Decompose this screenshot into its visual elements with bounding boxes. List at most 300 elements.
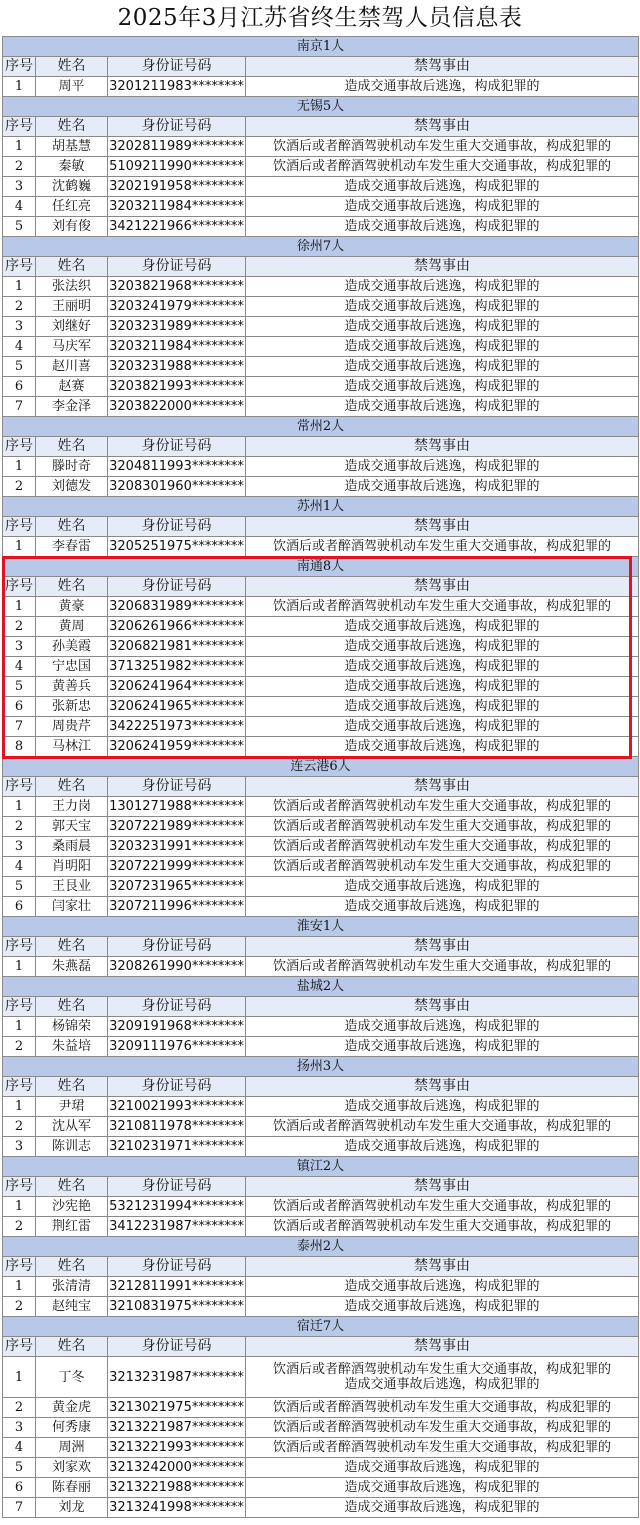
ban-reason xyxy=(246,597,639,617)
row-index: 5 xyxy=(3,677,36,697)
table-row xyxy=(3,737,639,757)
row-index: 1 xyxy=(3,797,36,817)
col-header-index: 序号 xyxy=(3,937,36,957)
id-number: 3422251973******** xyxy=(108,717,246,737)
col-header-id: 身份证号码 xyxy=(108,117,246,137)
id-number: 1301271988******** xyxy=(108,797,246,817)
person-name: 闫家壮 xyxy=(36,897,108,917)
ban-reason-line: 饮酒后或者醉酒驾驶机动车发生重大交通事故，构成犯罪的 xyxy=(273,539,612,554)
ban-reason-line: 造成交通事故后逃逸，构成犯罪的 xyxy=(344,699,540,714)
city-name: 连云港6人 xyxy=(3,757,639,777)
table-row xyxy=(3,897,639,917)
row-index: 4 xyxy=(3,337,36,357)
ban-reason xyxy=(246,1277,639,1297)
table-row xyxy=(3,1498,639,1518)
column-header-row xyxy=(3,577,639,597)
col-header-name: 姓名 xyxy=(36,517,108,537)
ban-reason xyxy=(246,877,639,897)
ban-reason-line: 饮酒后或者醉酒驾驶机动车发生重大交通事故，构成犯罪的 xyxy=(273,1420,612,1435)
ban-reason-line: 造成交通事故后逃逸，构成犯罪的 xyxy=(344,1299,540,1314)
id-number: 3207221989******** xyxy=(108,817,246,837)
ban-reason-line: 饮酒后或者醉酒驾驶机动车发生重大交通事故，构成犯罪的 xyxy=(273,1362,612,1377)
id-number: 3210811978******** xyxy=(108,1117,246,1137)
ban-reason xyxy=(246,537,639,557)
id-number: 3206241965******** xyxy=(108,697,246,717)
id-number: 3203231989******** xyxy=(108,317,246,337)
ban-reason xyxy=(246,857,639,877)
ban-reason xyxy=(246,1398,639,1418)
ban-reason xyxy=(246,697,639,717)
ban-reason xyxy=(246,1438,639,1458)
ban-reason-line: 饮酒后或者醉酒驾驶机动车发生重大交通事故，构成犯罪的 xyxy=(273,819,612,834)
person-name: 宁忠国 xyxy=(36,657,108,677)
col-header-index: 序号 xyxy=(3,1337,36,1357)
person-name: 杨锦荣 xyxy=(36,1017,108,1037)
col-header-index: 序号 xyxy=(3,437,36,457)
city-section-header xyxy=(3,417,639,437)
city-name: 无锡5人 xyxy=(3,97,639,117)
person-name: 丁冬 xyxy=(36,1357,108,1398)
row-index: 6 xyxy=(3,697,36,717)
table-row xyxy=(3,277,639,297)
row-index: 5 xyxy=(3,877,36,897)
ban-reason-line: 造成交通事故后逃逸，构成犯罪的 xyxy=(344,1460,540,1475)
person-name: 沈鹤巍 xyxy=(36,177,108,197)
person-name: 马林江 xyxy=(36,737,108,757)
ban-reason-line: 饮酒后或者醉酒驾驶机动车发生重大交通事故，构成犯罪的 xyxy=(273,139,612,154)
ban-reason-line: 饮酒后或者醉酒驾驶机动车发生重大交通事故，构成犯罪的 xyxy=(273,799,612,814)
row-index: 2 xyxy=(3,1037,36,1057)
col-header-id: 身份证号码 xyxy=(108,1337,246,1357)
city-name: 南京1人 xyxy=(3,37,639,57)
id-number: 5109211990******** xyxy=(108,157,246,177)
row-index: 1 xyxy=(3,1017,36,1037)
person-name: 张新忠 xyxy=(36,697,108,717)
table-row xyxy=(3,1458,639,1478)
id-number: 3713251982******** xyxy=(108,657,246,677)
table-row xyxy=(3,1037,639,1057)
col-header-id: 身份证号码 xyxy=(108,257,246,277)
row-index: 4 xyxy=(3,857,36,877)
table-row xyxy=(3,217,639,237)
ban-reason-line: 造成交通事故后逃逸，构成犯罪的 xyxy=(344,639,540,654)
city-name: 淮安1人 xyxy=(3,917,639,937)
row-index: 5 xyxy=(3,217,36,237)
ban-reason xyxy=(246,957,639,977)
col-header-index: 序号 xyxy=(3,777,36,797)
table-row xyxy=(3,957,639,977)
person-name: 周平 xyxy=(36,77,108,97)
city-section-header xyxy=(3,497,639,517)
city-section-header xyxy=(3,757,639,777)
ban-reason xyxy=(246,737,639,757)
id-number: 3210021993******** xyxy=(108,1097,246,1117)
row-index: 2 xyxy=(3,617,36,637)
document-title: 2025年3月江苏省终生禁驾人员信息表 xyxy=(117,5,523,31)
ban-reason-line: 造成交通事故后逃逸，构成犯罪的 xyxy=(344,1139,540,1154)
table-row xyxy=(3,537,639,557)
ban-reason xyxy=(246,1117,639,1137)
city-name: 常州2人 xyxy=(3,417,639,437)
ban-reason xyxy=(246,377,639,397)
table-row xyxy=(3,1297,639,1317)
city-section-header xyxy=(3,557,639,577)
table-row xyxy=(3,477,639,497)
city-section-header xyxy=(3,1057,639,1077)
row-index: 8 xyxy=(3,737,36,757)
person-name: 尹珺 xyxy=(36,1097,108,1117)
ban-reason-line: 造成交通事故后逃逸，构成犯罪的 xyxy=(344,459,540,474)
ban-reason xyxy=(246,1478,639,1498)
id-number: 3412231987******** xyxy=(108,1217,246,1237)
person-name: 何秀康 xyxy=(36,1418,108,1438)
id-number: 3213231987******** xyxy=(108,1357,246,1398)
ban-reason xyxy=(246,397,639,417)
table-row xyxy=(3,717,639,737)
table-row xyxy=(3,177,639,197)
person-name: 任红亮 xyxy=(36,197,108,217)
row-index: 4 xyxy=(3,657,36,677)
id-number: 3210831975******** xyxy=(108,1297,246,1317)
row-index: 7 xyxy=(3,717,36,737)
ban-reason xyxy=(246,1097,639,1117)
person-name: 沙宪艳 xyxy=(36,1197,108,1217)
ban-reason-line: 饮酒后或者醉酒驾驶机动车发生重大交通事故，构成犯罪的 xyxy=(273,839,612,854)
row-index: 1 xyxy=(3,137,36,157)
id-number: 5321231994******** xyxy=(108,1197,246,1217)
ban-reason-line: 造成交通事故后逃逸，构成犯罪的 xyxy=(344,379,540,394)
col-header-id: 身份证号码 xyxy=(108,517,246,537)
ban-reason-line: 饮酒后或者醉酒驾驶机动车发生重大交通事故，构成犯罪的 xyxy=(273,859,612,874)
person-name: 周洲 xyxy=(36,1438,108,1458)
row-index: 2 xyxy=(3,477,36,497)
table-row xyxy=(3,637,639,657)
id-number: 3213221987******** xyxy=(108,1418,246,1438)
ban-reason xyxy=(246,897,639,917)
ban-reason xyxy=(246,1017,639,1037)
table-row xyxy=(3,1137,639,1157)
ban-reason-line: 造成交通事故后逃逸，构成犯罪的 xyxy=(344,359,540,374)
ban-reason-line: 造成交通事故后逃逸，构成犯罪的 xyxy=(344,219,540,234)
city-name: 泰州2人 xyxy=(3,1237,639,1257)
ban-reason-line: 造成交通事故后逃逸，构成犯罪的 xyxy=(344,1279,540,1294)
id-number: 3206821981******** xyxy=(108,637,246,657)
row-index: 2 xyxy=(3,157,36,177)
person-name: 李金泽 xyxy=(36,397,108,417)
ban-reason-line: 造成交通事故后逃逸，构成犯罪的 xyxy=(344,319,540,334)
table-row xyxy=(3,1398,639,1418)
id-number: 3209111976******** xyxy=(108,1037,246,1057)
ban-reason-line: 造成交通事故后逃逸，构成犯罪的 xyxy=(344,1480,540,1495)
row-index: 3 xyxy=(3,177,36,197)
person-name: 李春雷 xyxy=(36,537,108,557)
id-number: 3208301960******** xyxy=(108,477,246,497)
person-name: 刘德发 xyxy=(36,477,108,497)
id-number: 3203211984******** xyxy=(108,197,246,217)
col-header-name: 姓名 xyxy=(36,57,108,77)
city-section-header xyxy=(3,917,639,937)
id-number: 3206831989******** xyxy=(108,597,246,617)
ban-reason xyxy=(246,1037,639,1057)
person-name: 赵纯宝 xyxy=(36,1297,108,1317)
table-row xyxy=(3,337,639,357)
person-name: 肖明阳 xyxy=(36,857,108,877)
table-row xyxy=(3,617,639,637)
row-index: 1 xyxy=(3,597,36,617)
person-name: 郭天宝 xyxy=(36,817,108,837)
person-name: 王艮业 xyxy=(36,877,108,897)
person-name: 沈从军 xyxy=(36,1117,108,1137)
row-index: 1 xyxy=(3,1357,36,1398)
id-number: 3203241979******** xyxy=(108,297,246,317)
city-section-header xyxy=(3,1317,639,1337)
person-name: 朱益培 xyxy=(36,1037,108,1057)
id-number: 3207231965******** xyxy=(108,877,246,897)
column-header-row xyxy=(3,257,639,277)
row-index: 3 xyxy=(3,1418,36,1438)
table-row xyxy=(3,397,639,417)
table-row xyxy=(3,157,639,177)
id-number: 3207211996******** xyxy=(108,897,246,917)
city-section-header xyxy=(3,37,639,57)
col-header-reason: 禁驾事由 xyxy=(246,997,639,1017)
table-row xyxy=(3,1117,639,1137)
ban-reason-line: 造成交通事故后逃逸，构成犯罪的 xyxy=(344,279,540,294)
ban-reason-line: 造成交通事故后逃逸，构成犯罪的 xyxy=(344,1099,540,1114)
ban-reason xyxy=(246,637,639,657)
id-number: 3203822000******** xyxy=(108,397,246,417)
row-index: 2 xyxy=(3,817,36,837)
city-section-header xyxy=(3,1237,639,1257)
column-header-row xyxy=(3,1257,639,1277)
ban-reason-line: 饮酒后或者醉酒驾驶机动车发生重大交通事故，构成犯罪的 xyxy=(273,1119,612,1134)
id-number: 3202191958******** xyxy=(108,177,246,197)
row-index: 5 xyxy=(3,357,36,377)
column-header-row xyxy=(3,1177,639,1197)
col-header-id: 身份证号码 xyxy=(108,1257,246,1277)
person-name: 赵川喜 xyxy=(36,357,108,377)
person-name: 陈训志 xyxy=(36,1137,108,1157)
table-row xyxy=(3,1017,639,1037)
row-index: 5 xyxy=(3,1458,36,1478)
ban-reason-line: 饮酒后或者醉酒驾驶机动车发生重大交通事故，构成犯罪的 xyxy=(273,1199,612,1214)
col-header-id: 身份证号码 xyxy=(108,937,246,957)
table-row xyxy=(3,677,639,697)
id-number: 3208261990******** xyxy=(108,957,246,977)
ban-reason xyxy=(246,1297,639,1317)
table-row xyxy=(3,317,639,337)
row-index: 1 xyxy=(3,457,36,477)
ban-reason xyxy=(246,837,639,857)
ban-reason-line: 造成交通事故后逃逸，构成犯罪的 xyxy=(344,1019,540,1034)
ban-reason xyxy=(246,137,639,157)
person-name: 刘有俊 xyxy=(36,217,108,237)
col-header-index: 序号 xyxy=(3,1077,36,1097)
city-name: 镇江2人 xyxy=(3,1157,639,1177)
row-index: 1 xyxy=(3,1277,36,1297)
id-number: 3212811991******** xyxy=(108,1277,246,1297)
column-header-row xyxy=(3,117,639,137)
ban-reason-line: 造成交通事故后逃逸，构成犯罪的 xyxy=(344,719,540,734)
table-row xyxy=(3,77,639,97)
table-row xyxy=(3,797,639,817)
person-name: 胡基慧 xyxy=(36,137,108,157)
ban-reason xyxy=(246,1357,639,1398)
col-header-id: 身份证号码 xyxy=(108,57,246,77)
city-section-header xyxy=(3,1157,639,1177)
col-header-reason: 禁驾事由 xyxy=(246,777,639,797)
id-number: 3209191968******** xyxy=(108,1017,246,1037)
id-number: 3213021975******** xyxy=(108,1398,246,1418)
col-header-name: 姓名 xyxy=(36,437,108,457)
ban-reason xyxy=(246,357,639,377)
ban-reason xyxy=(246,657,639,677)
person-name: 张法织 xyxy=(36,277,108,297)
id-number: 3213242000******** xyxy=(108,1458,246,1478)
table-row xyxy=(3,137,639,157)
ban-reason xyxy=(246,1418,639,1438)
table-row xyxy=(3,1357,639,1398)
person-name: 荆红雷 xyxy=(36,1217,108,1237)
col-header-index: 序号 xyxy=(3,1177,36,1197)
col-header-name: 姓名 xyxy=(36,777,108,797)
person-name: 黄豪 xyxy=(36,597,108,617)
table-row xyxy=(3,877,639,897)
city-name: 苏州1人 xyxy=(3,497,639,517)
id-number: 3213221993******** xyxy=(108,1438,246,1458)
table-row xyxy=(3,1197,639,1217)
row-index: 4 xyxy=(3,197,36,217)
table-row xyxy=(3,1097,639,1117)
col-header-id: 身份证号码 xyxy=(108,997,246,1017)
id-number: 3201211983******** xyxy=(108,77,246,97)
person-name: 秦敏 xyxy=(36,157,108,177)
ban-reason-line: 造成交通事故后逃逸，构成犯罪的 xyxy=(344,299,540,314)
person-name: 黄周 xyxy=(36,617,108,637)
id-number: 3206261966******** xyxy=(108,617,246,637)
id-number: 3206241959******** xyxy=(108,737,246,757)
ban-reason-line: 饮酒后或者醉酒驾驶机动车发生重大交通事故，构成犯罪的 xyxy=(273,959,612,974)
person-name: 黄金虎 xyxy=(36,1398,108,1418)
ban-reason-line: 饮酒后或者醉酒驾驶机动车发生重大交通事故，构成犯罪的 xyxy=(273,159,612,174)
city-name: 南通8人 xyxy=(3,557,639,577)
ban-reason-line: 造成交通事故后逃逸，构成犯罪的 xyxy=(344,739,540,754)
id-number: 3203211984******** xyxy=(108,337,246,357)
id-number: 3203231988******** xyxy=(108,357,246,377)
col-header-reason: 禁驾事由 xyxy=(246,117,639,137)
city-section-header xyxy=(3,977,639,997)
column-header-row xyxy=(3,1077,639,1097)
row-index: 6 xyxy=(3,897,36,917)
row-index: 1 xyxy=(3,537,36,557)
city-section-header xyxy=(3,97,639,117)
person-name: 周贵芹 xyxy=(36,717,108,737)
table-row xyxy=(3,597,639,617)
column-header-row xyxy=(3,57,639,77)
col-header-id: 身份证号码 xyxy=(108,577,246,597)
ban-reason xyxy=(246,1217,639,1237)
table-row xyxy=(3,817,639,837)
person-name: 黄善兵 xyxy=(36,677,108,697)
table-row xyxy=(3,1277,639,1297)
ban-reason xyxy=(246,197,639,217)
col-header-name: 姓名 xyxy=(36,117,108,137)
driving-ban-table xyxy=(2,36,639,1518)
column-header-row xyxy=(3,937,639,957)
ban-reason-line: 造成交通事故后逃逸，构成犯罪的 xyxy=(344,679,540,694)
ban-reason-line: 造成交通事故后逃逸，构成犯罪的 xyxy=(344,339,540,354)
col-header-index: 序号 xyxy=(3,117,36,137)
col-header-reason: 禁驾事由 xyxy=(246,1337,639,1357)
row-index: 4 xyxy=(3,1438,36,1458)
table-row xyxy=(3,857,639,877)
id-number: 3204811993******** xyxy=(108,457,246,477)
column-header-row xyxy=(3,437,639,457)
table-row xyxy=(3,457,639,477)
col-header-id: 身份证号码 xyxy=(108,777,246,797)
id-number: 3213241998******** xyxy=(108,1498,246,1518)
col-header-index: 序号 xyxy=(3,1257,36,1277)
col-header-name: 姓名 xyxy=(36,1337,108,1357)
row-index: 2 xyxy=(3,1217,36,1237)
table-row xyxy=(3,837,639,857)
city-name: 扬州3人 xyxy=(3,1057,639,1077)
ban-reason xyxy=(246,457,639,477)
ban-reason-line: 造成交通事故后逃逸，构成犯罪的 xyxy=(344,179,540,194)
id-number: 3421221966******** xyxy=(108,217,246,237)
table-body xyxy=(3,37,639,1518)
person-name: 张清清 xyxy=(36,1277,108,1297)
col-header-reason: 禁驾事由 xyxy=(246,577,639,597)
ban-reason xyxy=(246,177,639,197)
person-name: 王丽明 xyxy=(36,297,108,317)
ban-reason-line: 饮酒后或者醉酒驾驶机动车发生重大交通事故，构成犯罪的 xyxy=(273,1219,612,1234)
col-header-reason: 禁驾事由 xyxy=(246,437,639,457)
id-number: 3213221988******** xyxy=(108,1478,246,1498)
table-row xyxy=(3,357,639,377)
person-name: 桑雨晨 xyxy=(36,837,108,857)
column-header-row xyxy=(3,997,639,1017)
col-header-reason: 禁驾事由 xyxy=(246,1177,639,1197)
ban-reason-line: 造成交通事故后逃逸，构成犯罪的 xyxy=(344,1377,540,1392)
column-header-row xyxy=(3,1337,639,1357)
column-header-row xyxy=(3,777,639,797)
table-row xyxy=(3,1438,639,1458)
col-header-name: 姓名 xyxy=(36,1077,108,1097)
row-index: 3 xyxy=(3,1137,36,1157)
person-name: 王力岗 xyxy=(36,797,108,817)
col-header-reason: 禁驾事由 xyxy=(246,1257,639,1277)
col-header-name: 姓名 xyxy=(36,997,108,1017)
row-index: 6 xyxy=(3,377,36,397)
id-number: 3203821968******** xyxy=(108,277,246,297)
row-index: 7 xyxy=(3,1498,36,1518)
ban-reason xyxy=(246,1498,639,1518)
row-index: 2 xyxy=(3,297,36,317)
ban-reason xyxy=(246,77,639,97)
ban-reason xyxy=(246,217,639,237)
row-index: 2 xyxy=(3,1117,36,1137)
col-header-reason: 禁驾事由 xyxy=(246,937,639,957)
table-row xyxy=(3,657,639,677)
col-header-name: 姓名 xyxy=(36,1257,108,1277)
id-number: 3203821993******** xyxy=(108,377,246,397)
id-number: 3206241964******** xyxy=(108,677,246,697)
ban-reason-line: 造成交通事故后逃逸，构成犯罪的 xyxy=(344,899,540,914)
row-index: 1 xyxy=(3,277,36,297)
table-row xyxy=(3,1217,639,1237)
ban-reason-line: 造成交通事故后逃逸，构成犯罪的 xyxy=(344,399,540,414)
